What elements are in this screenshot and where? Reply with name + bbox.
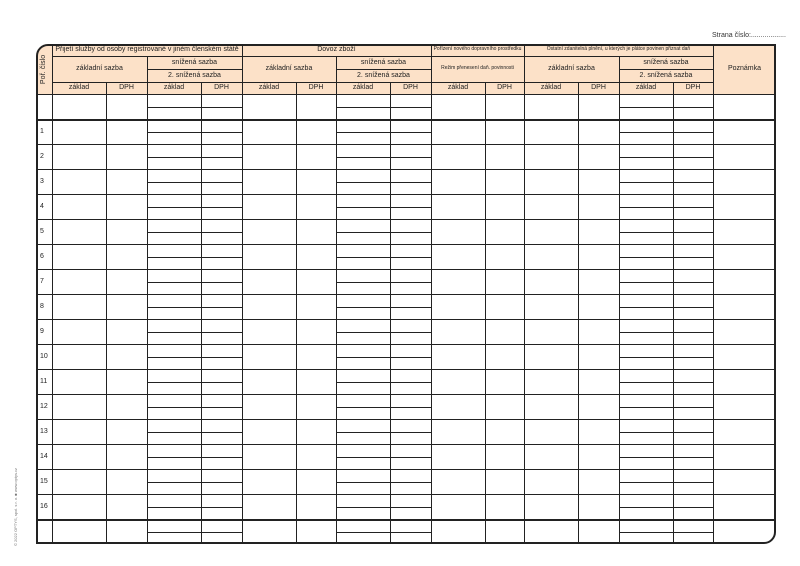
split-line xyxy=(147,232,242,233)
header-line xyxy=(52,82,713,83)
page-number-label: Strana číslo:.................. xyxy=(712,32,786,39)
column-divider xyxy=(106,82,107,544)
split-line xyxy=(336,307,431,308)
col-base: základ xyxy=(163,84,185,92)
split-line xyxy=(619,182,713,183)
split-line xyxy=(336,532,431,533)
group-services-header: Přijetí služby od osoby registrované v jiném členském státě xyxy=(55,46,239,54)
split-line xyxy=(619,107,713,108)
row-divider xyxy=(36,419,776,420)
split-line xyxy=(147,132,242,133)
split-line xyxy=(147,482,242,483)
split-line xyxy=(619,257,713,258)
row-number: 8 xyxy=(40,303,44,310)
row-divider-thick xyxy=(36,519,776,521)
column-divider xyxy=(147,56,148,544)
second-reduced-rate-header: 2. snížená sazba xyxy=(168,71,221,79)
split-line xyxy=(619,207,713,208)
basic-rate-header: základní sazba xyxy=(265,65,313,73)
row-number: 12 xyxy=(40,403,48,410)
row-number: 15 xyxy=(40,478,48,485)
col-vat: DPH xyxy=(403,84,418,92)
row-divider xyxy=(36,494,776,495)
split-line xyxy=(336,332,431,333)
split-line xyxy=(336,207,431,208)
col-base: základ xyxy=(635,84,657,92)
split-line xyxy=(336,382,431,383)
header-line xyxy=(147,69,242,70)
col-base: základ xyxy=(447,84,469,92)
col-base: základ xyxy=(258,84,280,92)
second-reduced-rate-header: 2. snížená sazba xyxy=(357,71,410,79)
row-divider xyxy=(36,469,776,470)
split-line xyxy=(336,357,431,358)
row-divider xyxy=(36,369,776,370)
split-line xyxy=(619,132,713,133)
group-vehicle-header: Pořízení nového dopravního prostředku xyxy=(433,46,522,53)
row-divider xyxy=(36,394,776,395)
split-line xyxy=(619,407,713,408)
row-divider-thick xyxy=(36,119,776,121)
split-line xyxy=(147,357,242,358)
basic-rate-header: základní sazba xyxy=(548,65,595,73)
split-line xyxy=(619,232,713,233)
row-number: 4 xyxy=(40,203,44,210)
tax-regime-header: Režim přenesení daň. povinnosti xyxy=(441,65,514,72)
second-reduced-rate-header: 2. snížená sazba xyxy=(639,71,693,79)
reduced-rate-header: snížená sazba xyxy=(171,58,218,66)
row-divider xyxy=(36,344,776,345)
split-line xyxy=(147,307,242,308)
row-number: 2 xyxy=(40,153,44,160)
split-line xyxy=(619,532,713,533)
split-line xyxy=(619,332,713,333)
header-line xyxy=(619,69,713,70)
col-base: základ xyxy=(352,84,374,92)
row-divider xyxy=(36,144,776,145)
column-divider xyxy=(336,56,337,544)
group-import-header: Dovoz zboží xyxy=(317,46,356,54)
split-line xyxy=(336,507,431,508)
col-vat: DPH xyxy=(591,84,606,92)
split-line xyxy=(147,457,242,458)
split-line xyxy=(336,157,431,158)
split-line xyxy=(336,282,431,283)
column-divider xyxy=(619,56,620,544)
row-divider xyxy=(36,319,776,320)
column-divider xyxy=(673,82,674,544)
reduced-rate-header: snížená sazba xyxy=(643,58,689,66)
row-divider xyxy=(36,219,776,220)
row-number: 5 xyxy=(40,228,44,235)
split-line xyxy=(147,157,242,158)
col-vat: DPH xyxy=(214,84,229,92)
split-line xyxy=(619,357,713,358)
row-number: 9 xyxy=(40,328,44,335)
column-divider xyxy=(296,82,297,544)
row-divider xyxy=(36,269,776,270)
split-line xyxy=(336,107,431,108)
row-divider xyxy=(36,169,776,170)
row-number: 16 xyxy=(40,503,48,510)
row-number: 3 xyxy=(40,178,44,185)
split-line xyxy=(619,157,713,158)
split-line xyxy=(336,132,431,133)
row-number: 14 xyxy=(40,453,48,460)
split-line xyxy=(619,282,713,283)
col-vat: DPH xyxy=(308,84,324,92)
col-base: základ xyxy=(68,84,90,92)
row-number: 6 xyxy=(40,253,44,260)
split-line xyxy=(619,507,713,508)
split-line xyxy=(336,182,431,183)
row-number: 10 xyxy=(40,353,48,360)
split-line xyxy=(147,432,242,433)
split-line xyxy=(336,457,431,458)
split-line xyxy=(147,332,242,333)
split-line xyxy=(147,282,242,283)
row-divider xyxy=(36,244,776,245)
split-line xyxy=(147,382,242,383)
col-vat: DPH xyxy=(119,84,134,92)
split-line xyxy=(619,307,713,308)
split-line xyxy=(619,482,713,483)
split-line xyxy=(336,432,431,433)
split-line xyxy=(336,482,431,483)
header-bottom-line xyxy=(36,94,776,95)
split-line xyxy=(147,207,242,208)
split-line xyxy=(147,257,242,258)
copyright-text: © 2022 OPTYS, spol. s r. o. ■ www.optys.cz xyxy=(13,467,18,546)
reduced-rate-header: snížená sazba xyxy=(360,58,407,66)
basic-rate-header: základní sazba xyxy=(76,65,123,73)
split-line xyxy=(147,407,242,408)
split-line xyxy=(619,382,713,383)
split-line xyxy=(147,182,242,183)
header-line xyxy=(336,69,431,70)
split-line xyxy=(336,407,431,408)
split-line xyxy=(336,257,431,258)
split-line xyxy=(147,107,242,108)
group-other-header: Ostatní zdanitelná plnění, u kterých je plátce povinen přiznat daň xyxy=(546,46,691,53)
row-divider xyxy=(36,444,776,445)
column-divider xyxy=(485,82,486,544)
split-line xyxy=(619,432,713,433)
split-line xyxy=(147,507,242,508)
column-divider xyxy=(390,82,391,544)
row-number: 13 xyxy=(40,428,48,435)
column-divider xyxy=(578,82,579,544)
note-header: Poznámka xyxy=(727,65,762,73)
split-line xyxy=(336,232,431,233)
header-line xyxy=(52,56,713,57)
row-number: 1 xyxy=(40,128,44,135)
split-line xyxy=(147,532,242,533)
row-number: 11 xyxy=(40,378,48,385)
row-number: 7 xyxy=(40,278,44,285)
column-divider xyxy=(201,82,202,544)
col-vat: DPH xyxy=(685,84,701,92)
row-number-header: Poř. číslo xyxy=(40,54,48,84)
vat-ledger-table xyxy=(36,44,776,544)
col-vat: DPH xyxy=(497,84,512,92)
row-divider xyxy=(36,194,776,195)
row-divider xyxy=(36,294,776,295)
split-line xyxy=(619,457,713,458)
col-base: základ xyxy=(540,84,562,92)
